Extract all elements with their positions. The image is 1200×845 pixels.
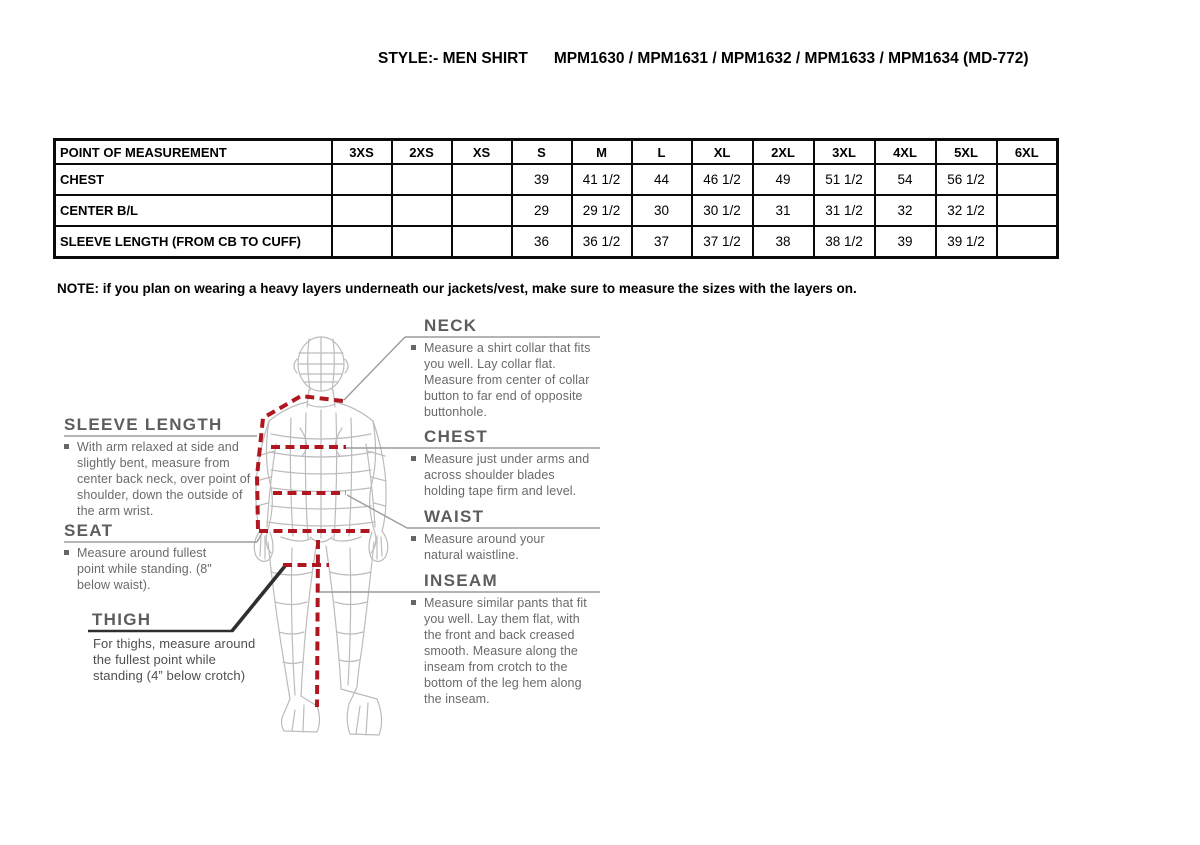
bullet-square-icon [411,345,416,350]
size-cell: 32 [875,195,936,226]
waist-connector-line [347,495,407,528]
col-header-2xl: 2XL [753,140,814,165]
style-codes: MPM1630 / MPM1631 / MPM1632 / MPM1633 / MPM1634 (MD-772) [553,50,1029,67]
seat-connector-line [257,533,262,542]
size-cell: 39 [875,226,936,258]
size-cell: 44 [632,164,692,195]
size-cell: 38 [753,226,814,258]
table-header-row [55,140,1058,165]
bullet-square-icon [411,600,416,605]
waist-section-title: WAIST [424,507,485,526]
size-cell: 29 [512,195,572,226]
size-cell: 39 1/2 [936,226,997,258]
row-label: CHEST [55,164,332,195]
col-header-6xl: 6XL [997,140,1058,165]
col-header-xl: XL [692,140,753,165]
size-cell: 37 [632,226,692,258]
size-cell: 30 1/2 [692,195,753,226]
size-cell: 31 [753,195,814,226]
size-cell: 49 [753,164,814,195]
seat-section-text: Measure around fullest point while standing. (8" below waist). [77,546,212,592]
col-header-m: M [572,140,632,165]
table-row-sleeve-length [55,226,1058,258]
size-cell: 56 1/2 [936,164,997,195]
seat-label-block [64,521,244,593]
bullet-square-icon [64,550,69,555]
size-cell [452,164,512,195]
size-cell: 51 1/2 [814,164,875,195]
size-cell: 36 1/2 [572,226,632,258]
col-header-5xl: 5XL [936,140,997,165]
bullet-square-icon [64,444,69,449]
size-cell [997,226,1058,258]
size-cell: 37 1/2 [692,226,753,258]
chest-section-text: Measure just under arms and across shoulder blades holding tape firm and level. [424,452,590,498]
col-header-3xs: 3XS [332,140,392,165]
thigh-label-block [88,610,273,684]
size-cell: 30 [632,195,692,226]
neck-label-block [411,316,606,420]
inseam-section-text: Measure similar pants that fit you well. Lay them flat, with the front and back creased smooth. Measure along the inseam from crotch to the bottom of the leg hem along the inseam. [424,596,587,706]
neck-section-text: Measure a shirt collar that fits you well. Lay collar flat. Measure from center of collar button to far end of opposite buttonhole. [424,341,591,419]
neck-sleeve-measure-line [257,396,343,530]
col-header-4xl: 4XL [875,140,936,165]
layers-note: NOTE: if you plan on wearing a heavy layers underneath our jackets/vest, make sure to measure the sizes with the layers on. [57,281,857,296]
inseam-measure-line [317,540,318,707]
size-cell: 36 [512,226,572,258]
waist-label-block [411,507,591,563]
row-label: CENTER B/L [55,195,332,226]
chest-label-block [411,427,606,499]
size-cell [452,195,512,226]
size-cell: 29 1/2 [572,195,632,226]
style-label: STYLE:- MEN SHIRT [378,50,528,67]
size-cell: 31 1/2 [814,195,875,226]
neck-section-title: NECK [424,316,478,335]
col-header-3xl: 3XL [814,140,875,165]
col-header-xs: XS [452,140,512,165]
row-label: SLEEVE LENGTH (FROM CB TO CUFF) [55,226,332,258]
col-header-2xs: 2XS [392,140,452,165]
col-header-pom: POINT OF MEASUREMENT [55,140,332,165]
size-cell [392,195,452,226]
size-cell: 46 1/2 [692,164,753,195]
seat-section-title: SEAT [64,521,114,540]
size-cell: 41 1/2 [572,164,632,195]
table-row-center-bl [55,195,1058,226]
sleeve-length-label-block [64,415,264,519]
bullet-square-icon [411,536,416,541]
inseam-section-title: INSEAM [424,571,498,590]
size-cell: 39 [512,164,572,195]
chest-section-title: CHEST [424,427,489,446]
waist-section-text: Measure around your natural waistline. [424,532,545,562]
size-cell [452,226,512,258]
size-cell: 54 [875,164,936,195]
document-title [378,50,1029,68]
size-cell: 32 1/2 [936,195,997,226]
neck-connector-line [344,337,405,400]
measurement-lines [257,396,370,707]
size-cell [392,164,452,195]
inseam-label-block [411,571,606,707]
bullet-square-icon [411,456,416,461]
size-cell [332,195,392,226]
size-cell [392,226,452,258]
col-header-s: S [512,140,572,165]
size-measurement-table [53,138,1059,259]
thigh-section-text: For thighs, measure around the fullest point while standing (4” below crotch) [93,636,256,684]
size-cell [997,164,1058,195]
thigh-section-title: THIGH [92,610,152,629]
size-cell [332,226,392,258]
col-header-l: L [632,140,692,165]
sleeve-length-section-title: SLEEVE LENGTH [64,415,223,434]
human-figure-wireframe [254,337,388,735]
sleeve-length-section-text: With arm relaxed at side and slightly bent, measure from center back neck, over point of shoulder, down the outside of the arm wrist. [77,440,251,518]
size-cell: 38 1/2 [814,226,875,258]
size-cell [997,195,1058,226]
table-row-chest [55,164,1058,195]
size-cell [332,164,392,195]
